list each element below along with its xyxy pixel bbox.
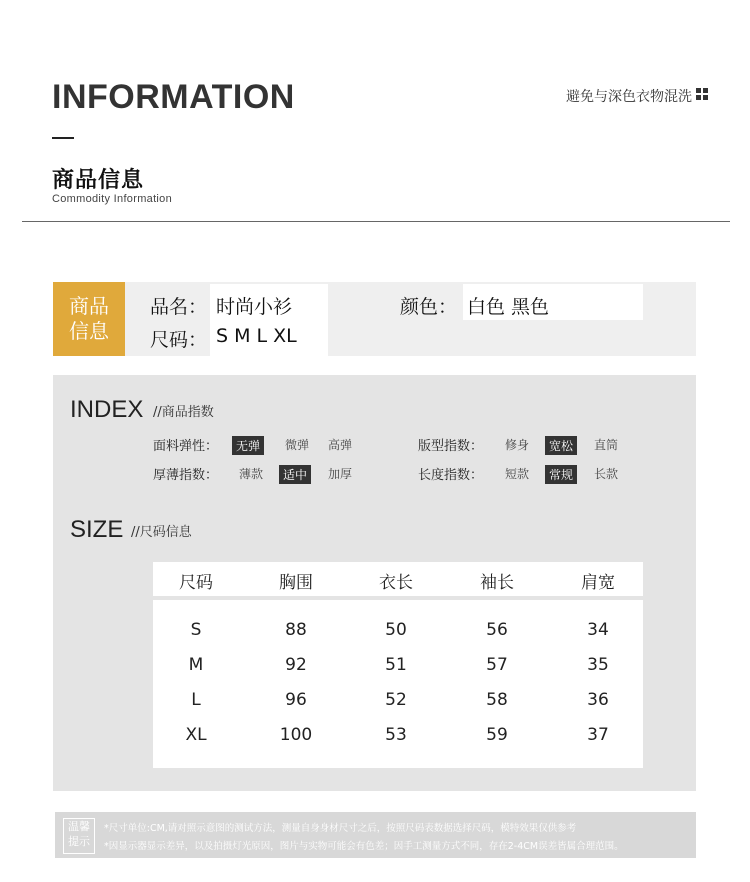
- index-option: 修身: [505, 438, 530, 452]
- product-size-value: S M L XL: [216, 325, 297, 347]
- product-size-label: 尺码：: [150, 329, 208, 351]
- table-header-cell: 胸围: [279, 573, 313, 593]
- table-cell: 57: [486, 655, 508, 675]
- section-title-cn: 商品信息: [52, 168, 145, 193]
- tips-tag-line-2: 提示: [68, 835, 90, 848]
- title-dash-divider: [52, 137, 74, 139]
- table-header-cell: 尺码: [179, 573, 213, 593]
- table-cell: S: [190, 620, 202, 640]
- index-option: 微弹: [285, 438, 310, 452]
- table-header-cell: 肩宽: [581, 573, 615, 593]
- index-option-selected: 宽松: [545, 436, 577, 455]
- product-name-value: 时尚小衫: [216, 296, 293, 318]
- index-option: 加厚: [328, 467, 353, 481]
- product-color-value: 白色 黑色: [467, 296, 550, 318]
- grid-icon: [696, 88, 708, 100]
- size-table-header: [153, 562, 643, 596]
- index-title: INDEX: [70, 396, 144, 423]
- tag-line-2: 信息: [69, 319, 109, 343]
- table-cell: 88: [285, 620, 307, 640]
- table-cell: 52: [385, 690, 407, 710]
- table-cell: 37: [587, 725, 609, 745]
- index-option-selected: 无弹: [232, 436, 264, 455]
- product-name-label: 品名：: [150, 296, 208, 318]
- index-subtitle: //商品指数: [153, 405, 214, 420]
- tip-line-1: *尺寸单位:CM,请对照示意图的测试方法，测量自身身材尺寸之后，按照尺码表数据选择尺码，模特效果仅供参考: [104, 823, 577, 834]
- table-cell: 92: [285, 655, 307, 675]
- table-header-cell: 衣长: [379, 573, 413, 593]
- index-label: 面料弹性：: [153, 439, 219, 454]
- product-info-tag: [53, 282, 125, 356]
- table-cell: 51: [385, 655, 407, 675]
- table-cell: 56: [486, 620, 508, 640]
- table-cell: 96: [285, 690, 307, 710]
- index-option: 薄款: [239, 467, 264, 481]
- size-subtitle: //尺码信息: [131, 525, 192, 540]
- index-option-selected: 常规: [545, 465, 577, 484]
- tip-line-2: *因显示器显示差异，以及拍摄灯光原因，图片与实物可能会有色差；因手工测量方式不同，存在2-4CM误差皆属合理范围。: [104, 841, 624, 852]
- page-title: INFORMATION: [52, 78, 295, 116]
- table-cell: M: [188, 655, 204, 675]
- section-subtitle-en: Commodity Information: [52, 193, 173, 205]
- table-cell: 34: [587, 620, 609, 640]
- size-title: SIZE: [70, 516, 124, 543]
- index-option: 短款: [505, 467, 530, 481]
- table-cell: L: [191, 690, 201, 710]
- tips-tag: [63, 818, 95, 854]
- table-cell: XL: [185, 725, 207, 745]
- table-cell: 100: [279, 725, 313, 745]
- table-cell: 59: [486, 725, 508, 745]
- table-cell: 58: [486, 690, 508, 710]
- index-option: 长款: [594, 467, 619, 481]
- index-label: 长度指数：: [418, 468, 484, 483]
- index-option-selected: 适中: [279, 465, 311, 484]
- table-cell: 53: [385, 725, 407, 745]
- index-option: 直筒: [594, 438, 619, 452]
- size-table-body: [153, 600, 643, 768]
- tips-tag-line-1: 温馨: [68, 820, 90, 833]
- index-option: 高弹: [328, 438, 353, 452]
- tag-line-1: 商品: [69, 294, 109, 318]
- header-divider: [22, 221, 730, 222]
- table-header-cell: 袖长: [480, 573, 514, 593]
- index-label: 版型指数：: [418, 439, 484, 454]
- table-cell: 35: [587, 655, 609, 675]
- wash-note: 避免与深色衣物混洗: [566, 89, 692, 105]
- table-cell: 36: [587, 690, 609, 710]
- table-cell: 50: [385, 620, 407, 640]
- index-label: 厚薄指数：: [153, 468, 219, 483]
- product-color-label: 颜色：: [400, 296, 458, 318]
